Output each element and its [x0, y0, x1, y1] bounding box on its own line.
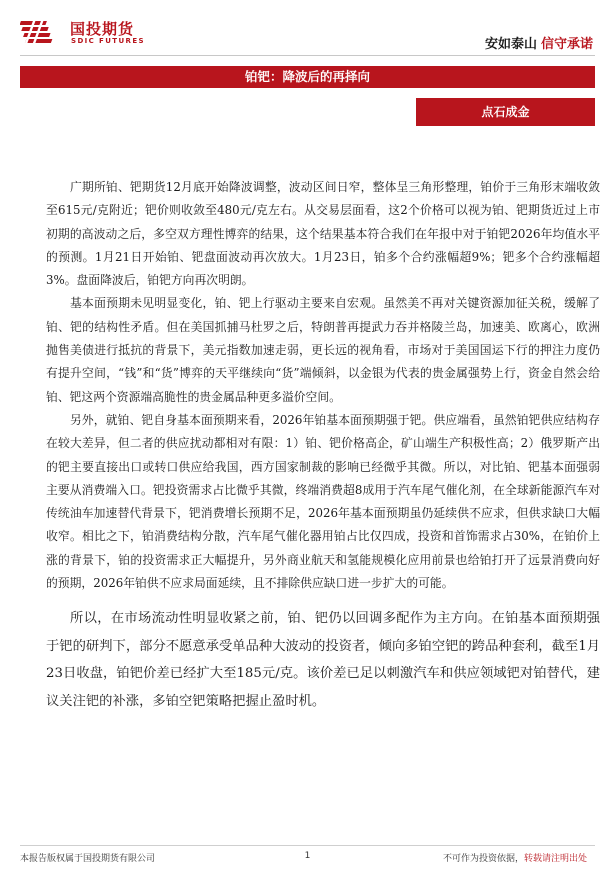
article-body	[46, 176, 600, 715]
footer-disclaimer	[443, 851, 587, 864]
paragraph: 所以，在市场流动性明显收紧之前，铂、钯仍以回调多配作为主方向。在铂基本面预期强于钯的研判下，部分不愿意承受单品种大波动的投资者，倾向多铂空钯的跨品种套利，截至1月23日收盘，铂钯价差已经扩大至185元/克。该价差已足以刺激汽车和供应领域钯对铂替代，建议关注钯的补涨，多铂空钯策略把握止盈时机。	[46, 611, 600, 709]
logo-text-en: SDIC FUTURES	[71, 37, 145, 45]
header-divider	[20, 55, 595, 56]
paragraph: 另外，就铂、钯自身基本面预期来看，2026年铂基本面预期强于钯。供应端看，虽然铂钯供应结构存在较大差异，但二者的供应扰动都相对有限：1）铂、钯价格高企，矿山端生产积极性高；2）俄罗斯产出的钯主要直接出口或转口供应给我国，西方国家制裁的影响已经微乎其微。所以，对比铂、钯基本面强弱主要从消费端入口。钯投资需求占比微乎其微，终端消费超8成用于汽车尾气催化剂，在全球新能源汽车对传统油车加速替代背景下，钯消费增长预期不足，2026年基本面预期虽仍延续供不应求，但供求缺口大幅收窄。相比之下，铂消费结构分散，汽车尾气催化器用铂占比仅四成，投资和首饰需求占30%，在铂价上涨的背景下，铂的投资需求正大幅提升，另外商业航天和氢能规模化应用前景也给铂打开了远景消费向好的预期，2026年铂供不应求局面延续，且不排除供应缺口进一步扩大的可能。	[46, 412, 600, 591]
disclaimer-text: 不可作为投资依据，	[442, 854, 524, 864]
company-logo	[20, 16, 160, 50]
paragraph: 基本面预期未见明显变化，铂、钯上行驱动主要来自宏观。虽然美不再对关键资源加征关税，缓解了铂、钯的结构性矛盾。但在美国抓捕马杜罗之后，特朗普再提武力吞并格陵兰岛，加速美、欧离心，欧洲抛售美债进行抵抗的背景下，美元指数加速走弱，更长远的视角看，市场对于美国国运下行的押注力度仍有提升空间，“钱”和“货”博弈的天平继续向“货”端倾斜，以金银为代表的贵金属强势上行，资金自然会给铂、钯这两个资源端高脆性的贵金属品种更多溢价空间。	[46, 296, 600, 404]
company-slogan	[485, 33, 593, 52]
slogan-part-2: 信守承诺	[540, 37, 593, 52]
slogan-part-1: 安如泰山	[484, 37, 537, 52]
footer-divider	[20, 845, 595, 846]
column-badge: 点石成金	[416, 98, 595, 126]
reprint-notice: 转载请注明出处	[523, 854, 587, 864]
logo-icon	[20, 18, 64, 48]
logo-text-cn: 国投期货	[70, 20, 135, 38]
page-header	[0, 0, 615, 62]
article-title: 铂钯：降波后的再择向	[20, 66, 595, 88]
page-number: 1	[304, 851, 311, 861]
footer-copyright: 本报告版权属于国投期货有限公司	[20, 854, 156, 864]
paragraph: 广期所铂、钯期货12月底开始降波调整，波动区间日窄，整体呈三角形整理，铂价于三角形末端收敛至615元/克附近；钯价则收敛至480元/克左右。从交易层面看，这2个价格可以视为铂、钯期货近过上市初期的高波动之后，多空双方理性博弈的结果，这个结果基本符合我们在年报中对于铂钯2026年均值水平的预测。1月21日开始铂、钯盘面波动再次放大。1月23日，铂多个合约涨幅超9%；钯多个合约涨幅超3%。盘面降波后，铂钯方向再次明朗。	[46, 180, 600, 288]
